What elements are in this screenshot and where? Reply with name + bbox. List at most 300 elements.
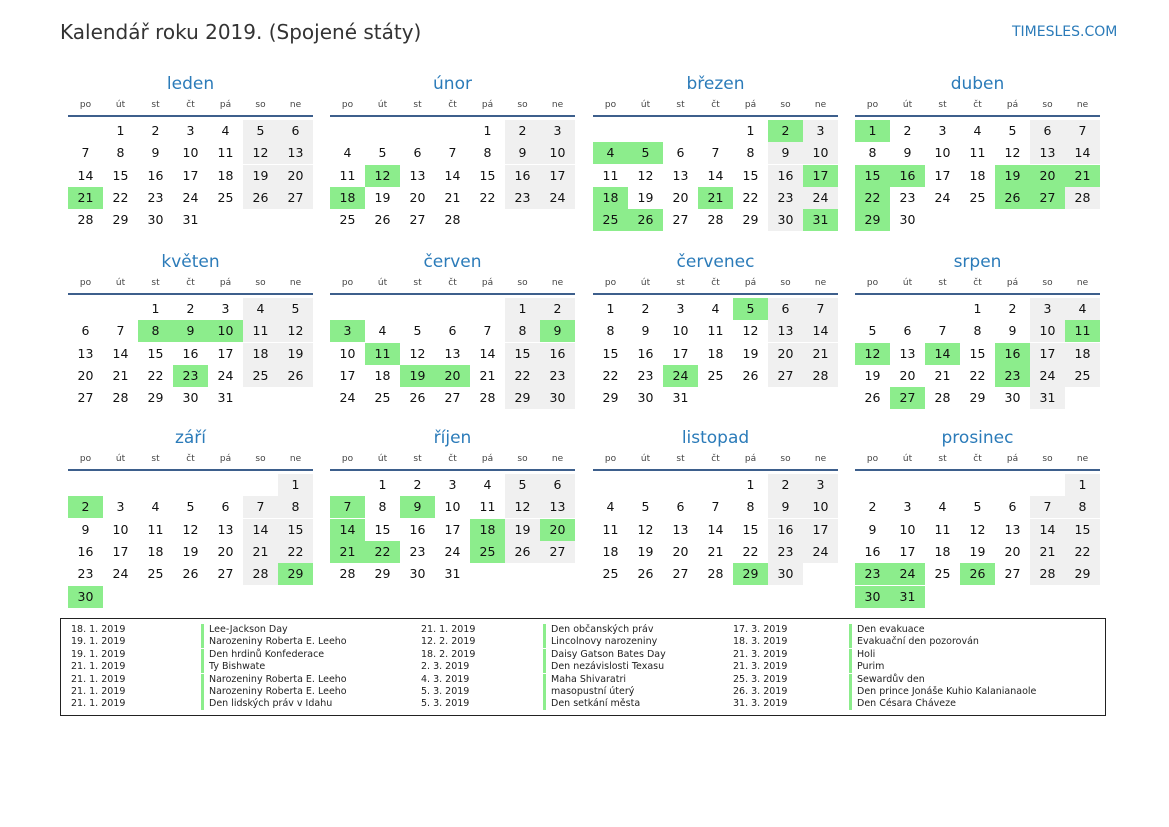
- weekday-header: po: [341, 100, 354, 110]
- day-cell: 29: [969, 390, 986, 406]
- holiday-day-cell: 16: [890, 165, 925, 187]
- weekday-header: pá: [1006, 278, 1019, 288]
- day-cell: 14: [803, 320, 838, 342]
- weekday-header: ne: [289, 278, 302, 288]
- day-cell: 7: [116, 323, 125, 339]
- day-cell: 5: [413, 323, 422, 339]
- day-cell: 22: [147, 367, 164, 383]
- day-cell: 9: [768, 496, 803, 518]
- day-cell: 11: [147, 521, 164, 537]
- day-cell: 14: [707, 521, 724, 537]
- legend-holiday-name: Holi: [849, 649, 875, 661]
- day-cell: 7: [483, 323, 492, 339]
- day-cell: 2: [868, 499, 877, 515]
- weekday-header: po: [866, 454, 879, 464]
- holiday-day-cell: 12: [365, 165, 400, 187]
- day-cell: 4: [221, 123, 230, 138]
- day-cell: 20: [672, 189, 689, 205]
- day-cell: 20: [1004, 543, 1021, 559]
- legend-holiday-name: Evakuační den pozorován: [849, 636, 979, 648]
- day-cell: 2: [186, 301, 195, 316]
- day-cell: 28: [1065, 187, 1100, 209]
- weekday-header: pá: [481, 278, 494, 288]
- day-cell: 13: [540, 496, 575, 518]
- weekday-header: po: [866, 278, 879, 288]
- day-cell: 14: [243, 519, 278, 541]
- day-cell: 28: [934, 390, 951, 406]
- day-cell: 11: [602, 521, 619, 537]
- day-cell: 27: [217, 566, 234, 582]
- holiday-day-cell: 23: [173, 365, 208, 387]
- weekday-divider: [330, 469, 575, 471]
- weekday-divider: [330, 293, 575, 295]
- day-cell: 23: [768, 187, 803, 209]
- weekday-header: út: [640, 454, 651, 464]
- day-cell: 24: [1030, 365, 1065, 387]
- day-cell: 12: [969, 521, 986, 537]
- day-cell: 4: [606, 499, 615, 515]
- weekday-divider: [593, 115, 838, 117]
- month-name: říjen: [433, 428, 472, 448]
- legend-holiday-name: Maha Shivaratri: [543, 674, 626, 686]
- month-listopad: [593, 428, 838, 618]
- day-cell: 8: [746, 499, 755, 515]
- weekday-header: út: [640, 278, 651, 288]
- day-cell: 18: [707, 345, 724, 361]
- day-cell: 19: [742, 345, 759, 361]
- day-cell: 4: [938, 499, 947, 515]
- holiday-day-cell: 20: [540, 519, 575, 541]
- legend-holiday-name: Den hrdinů Konfederace: [201, 649, 324, 661]
- weekday-header: so: [517, 278, 528, 288]
- day-cell: 10: [339, 345, 356, 361]
- month-prosinec: [855, 428, 1100, 618]
- day-cell: 12: [505, 496, 540, 518]
- day-cell: 10: [899, 521, 916, 537]
- day-cell: 14: [1065, 142, 1100, 164]
- month-červenec: [593, 252, 838, 442]
- day-cell: 29: [505, 387, 540, 409]
- holiday-day-cell: 18: [593, 187, 628, 209]
- day-cell: 6: [676, 145, 685, 161]
- day-cell: 3: [540, 120, 575, 142]
- weekday-header: pá: [219, 454, 232, 464]
- day-cell: 3: [116, 499, 125, 515]
- day-cell: 17: [112, 543, 129, 559]
- month-name: červenec: [676, 252, 755, 272]
- day-cell: 20: [768, 343, 803, 365]
- legend-date: 2. 3. 2019: [421, 661, 470, 673]
- day-cell: 17: [444, 521, 461, 537]
- day-cell: 16: [864, 543, 881, 559]
- day-cell: 4: [973, 123, 982, 138]
- month-name: červen: [423, 252, 482, 272]
- weekday-header: ne: [814, 278, 827, 288]
- day-cell: 17: [182, 167, 199, 183]
- day-cell: 16: [505, 165, 540, 187]
- day-cell: 8: [378, 499, 387, 515]
- weekday-header: st: [151, 100, 160, 110]
- day-cell: 14: [1030, 519, 1065, 541]
- day-cell: 25: [243, 365, 278, 387]
- weekday-header: st: [413, 454, 422, 464]
- weekday-header: po: [341, 278, 354, 288]
- day-cell: 28: [339, 566, 356, 582]
- day-cell: 31: [217, 390, 234, 406]
- legend-date: 21. 1. 2019: [71, 686, 126, 697]
- day-cell: 15: [1065, 519, 1100, 541]
- day-cell: 10: [182, 145, 199, 161]
- day-cell: 12: [278, 320, 313, 342]
- day-cell: 12: [637, 167, 654, 183]
- legend-holiday-name: masopustní úterý: [543, 686, 634, 698]
- holiday-day-cell: 3: [330, 320, 365, 342]
- day-cell: 20: [409, 189, 426, 205]
- weekday-header: st: [413, 278, 422, 288]
- legend-date: 5. 3. 2019: [421, 686, 470, 697]
- weekday-header: po: [604, 100, 617, 110]
- day-cell: 21: [112, 367, 129, 383]
- holiday-day-cell: 9: [173, 320, 208, 342]
- holiday-day-cell: 24: [663, 365, 698, 387]
- day-cell: 13: [409, 167, 426, 183]
- day-cell: 22: [742, 189, 759, 205]
- day-cell: 6: [540, 474, 575, 496]
- day-cell: 28: [243, 563, 278, 585]
- month-name: listopad: [681, 428, 750, 448]
- day-cell: 21: [479, 367, 496, 383]
- legend-holiday-name: Lee-Jackson Day: [201, 624, 288, 636]
- day-cell: 10: [803, 496, 838, 518]
- holiday-day-cell: 14: [925, 343, 960, 365]
- day-cell: 17: [899, 543, 916, 559]
- day-cell: 3: [938, 123, 947, 138]
- day-cell: 29: [374, 566, 391, 582]
- day-cell: 6: [1030, 120, 1065, 142]
- day-cell: 11: [217, 145, 234, 161]
- day-cell: 19: [243, 165, 278, 187]
- day-cell: 4: [378, 323, 387, 339]
- day-cell: 6: [768, 298, 803, 320]
- day-cell: 13: [899, 345, 916, 361]
- weekday-header: út: [377, 100, 388, 110]
- day-cell: 18: [969, 167, 986, 183]
- day-cell: 29: [602, 390, 619, 406]
- day-cell: 10: [1030, 320, 1065, 342]
- day-cell: 1: [151, 301, 160, 316]
- day-cell: 8: [505, 320, 540, 342]
- day-cell: 13: [278, 142, 313, 164]
- holiday-day-cell: 9: [540, 320, 575, 342]
- legend-holiday-name: Daisy Gatson Bates Day: [543, 649, 666, 661]
- day-cell: 25: [1065, 365, 1100, 387]
- day-cell: 16: [768, 165, 803, 187]
- day-cell: 16: [540, 343, 575, 365]
- weekday-header: so: [255, 454, 266, 464]
- day-cell: 4: [483, 477, 492, 492]
- holiday-day-cell: 26: [995, 187, 1030, 209]
- day-cell: 2: [903, 123, 912, 138]
- weekday-header: po: [604, 278, 617, 288]
- day-cell: 28: [707, 212, 724, 228]
- holiday-legend: [60, 618, 1106, 716]
- weekday-header: út: [902, 278, 913, 288]
- day-cell: 8: [746, 145, 755, 161]
- weekday-header: ne: [1076, 278, 1089, 288]
- legend-holiday-name: Den evakuace: [849, 624, 925, 636]
- day-cell: 15: [147, 345, 164, 361]
- day-cell: 27: [278, 187, 313, 209]
- day-cell: 20: [899, 367, 916, 383]
- day-cell: 24: [217, 367, 234, 383]
- day-cell: 13: [77, 345, 94, 361]
- day-cell: 1: [278, 474, 313, 496]
- day-cell: 28: [444, 212, 461, 228]
- day-cell: 1: [606, 301, 615, 316]
- day-cell: 26: [243, 187, 278, 209]
- weekday-header: so: [780, 278, 791, 288]
- weekday-header: pá: [744, 100, 757, 110]
- day-cell: 27: [409, 212, 426, 228]
- day-cell: 8: [278, 496, 313, 518]
- day-cell: 9: [151, 145, 160, 161]
- day-cell: 31: [182, 212, 199, 228]
- month-září: [68, 428, 313, 618]
- weekday-header: st: [151, 278, 160, 288]
- day-cell: 24: [339, 390, 356, 406]
- day-cell: 6: [903, 323, 912, 339]
- day-cell: 21: [934, 367, 951, 383]
- weekday-header: po: [79, 278, 92, 288]
- day-cell: 17: [672, 345, 689, 361]
- day-cell: 16: [409, 521, 426, 537]
- holiday-day-cell: 30: [68, 586, 103, 608]
- day-cell: 9: [868, 521, 877, 537]
- weekday-header: so: [255, 100, 266, 110]
- day-cell: 18: [217, 167, 234, 183]
- day-cell: 24: [540, 187, 575, 209]
- day-cell: 17: [217, 345, 234, 361]
- weekday-header: pá: [744, 454, 757, 464]
- day-cell: 9: [641, 323, 650, 339]
- day-cell: 18: [934, 543, 951, 559]
- day-cell: 26: [742, 367, 759, 383]
- day-cell: 10: [444, 499, 461, 515]
- day-cell: 30: [768, 209, 803, 231]
- legend-date: 21. 3. 2019: [733, 661, 788, 673]
- day-cell: 26: [864, 390, 881, 406]
- day-cell: 11: [339, 167, 356, 183]
- weekday-header: ne: [814, 100, 827, 110]
- day-cell: 8: [1065, 496, 1100, 518]
- weekday-divider: [855, 469, 1100, 471]
- day-cell: 9: [81, 521, 90, 537]
- legend-holiday-name: Den setkání města: [543, 698, 640, 710]
- weekday-header: st: [151, 454, 160, 464]
- day-cell: 16: [768, 519, 803, 541]
- legend-holiday-name: Narozeniny Roberta E. Leeho: [201, 674, 347, 686]
- day-cell: 26: [374, 212, 391, 228]
- holiday-day-cell: 24: [890, 563, 925, 585]
- holiday-day-cell: 9: [400, 496, 435, 518]
- day-cell: 30: [899, 212, 916, 228]
- day-cell: 27: [672, 566, 689, 582]
- day-cell: 1: [746, 123, 755, 138]
- weekday-header: so: [1042, 278, 1053, 288]
- day-cell: 6: [676, 499, 685, 515]
- weekday-header: út: [115, 278, 126, 288]
- legend-date: 21. 1. 2019: [71, 661, 126, 673]
- day-cell: 24: [182, 189, 199, 205]
- weekday-header: čt: [448, 100, 457, 110]
- month-srpen: [855, 252, 1100, 442]
- day-cell: 29: [742, 212, 759, 228]
- day-cell: 20: [77, 367, 94, 383]
- day-cell: 26: [637, 566, 654, 582]
- day-cell: 18: [602, 543, 619, 559]
- day-cell: 17: [1030, 343, 1065, 365]
- legend-date: 26. 3. 2019: [733, 686, 788, 697]
- day-cell: 24: [803, 187, 838, 209]
- day-cell: 25: [969, 189, 986, 205]
- day-cell: 25: [147, 566, 164, 582]
- day-cell: 15: [505, 343, 540, 365]
- holiday-day-cell: 5: [628, 142, 663, 164]
- day-cell: 23: [768, 541, 803, 563]
- day-cell: 19: [278, 343, 313, 365]
- holiday-day-cell: 15: [855, 165, 890, 187]
- day-cell: 27: [540, 541, 575, 563]
- day-cell: 20: [278, 165, 313, 187]
- day-cell: 13: [444, 345, 461, 361]
- day-cell: 30: [1004, 390, 1021, 406]
- day-cell: 27: [444, 390, 461, 406]
- holiday-day-cell: 21: [698, 187, 733, 209]
- legend-holiday-name: Purim: [849, 661, 884, 673]
- month-name: leden: [166, 74, 215, 94]
- day-cell: 3: [803, 120, 838, 142]
- day-cell: 15: [742, 521, 759, 537]
- day-cell: 19: [374, 189, 391, 205]
- legend-holiday-name: Den občanských práv: [543, 624, 654, 636]
- day-cell: 6: [81, 323, 90, 339]
- weekday-header: pá: [744, 278, 757, 288]
- day-cell: 12: [409, 345, 426, 361]
- day-cell: 7: [711, 499, 720, 515]
- weekday-header: čt: [186, 278, 195, 288]
- legend-date: 19. 1. 2019: [71, 636, 126, 648]
- weekday-header: čt: [711, 454, 720, 464]
- legend-date: 19. 1. 2019: [71, 648, 126, 660]
- day-cell: 18: [374, 367, 391, 383]
- holiday-day-cell: 21: [330, 541, 365, 563]
- weekday-header: út: [902, 100, 913, 110]
- day-cell: 28: [1030, 563, 1065, 585]
- day-cell: 7: [803, 298, 838, 320]
- weekday-header: pá: [481, 454, 494, 464]
- weekday-header: ne: [289, 100, 302, 110]
- holiday-day-cell: 19: [995, 165, 1030, 187]
- day-cell: 1: [746, 477, 755, 492]
- month-name: duben: [950, 74, 1005, 94]
- weekday-header: st: [676, 100, 685, 110]
- weekday-header: po: [79, 100, 92, 110]
- day-cell: 2: [641, 301, 650, 316]
- day-cell: 6: [448, 323, 457, 339]
- day-cell: 21: [803, 343, 838, 365]
- day-cell: 25: [934, 566, 951, 582]
- day-cell: 19: [637, 543, 654, 559]
- day-cell: 10: [934, 145, 951, 161]
- day-cell: 3: [903, 499, 912, 515]
- weekday-header: pá: [219, 278, 232, 288]
- day-cell: 13: [672, 167, 689, 183]
- holiday-day-cell: 30: [855, 586, 890, 608]
- day-cell: 22: [1065, 541, 1100, 563]
- legend-holiday-name: Den Césara Cháveze: [849, 698, 956, 710]
- day-cell: 14: [77, 167, 94, 183]
- day-cell: 1: [1065, 474, 1100, 496]
- day-cell: 18: [243, 343, 278, 365]
- legend-date: 25. 3. 2019: [733, 673, 788, 685]
- day-cell: 5: [868, 323, 877, 339]
- month-name: březen: [686, 74, 745, 94]
- day-cell: 25: [217, 189, 234, 205]
- day-cell: 23: [409, 543, 426, 559]
- holiday-day-cell: 29: [733, 563, 768, 585]
- day-cell: 12: [182, 521, 199, 537]
- day-cell: 15: [374, 521, 391, 537]
- weekday-divider: [855, 115, 1100, 117]
- day-cell: 21: [243, 541, 278, 563]
- weekday-header: so: [1042, 454, 1053, 464]
- weekday-header: út: [115, 100, 126, 110]
- day-cell: 22: [505, 365, 540, 387]
- site-link[interactable]: TIMESLES.COM: [1012, 24, 1118, 40]
- day-cell: 7: [938, 323, 947, 339]
- weekday-header: čt: [448, 278, 457, 288]
- day-cell: 11: [243, 320, 278, 342]
- legend-holiday-name: Ty Bishwate: [201, 661, 265, 673]
- legend-date: 18. 1. 2019: [71, 624, 126, 635]
- day-cell: 22: [112, 189, 129, 205]
- weekday-divider: [855, 293, 1100, 295]
- day-cell: 2: [1008, 301, 1017, 316]
- month-name: květen: [161, 252, 220, 272]
- day-cell: 6: [413, 145, 422, 161]
- legend-holiday-name: Narozeniny Roberta E. Leeho: [201, 686, 347, 698]
- day-cell: 1: [116, 123, 125, 138]
- day-cell: 3: [221, 301, 230, 316]
- day-cell: 6: [1008, 499, 1017, 515]
- day-cell: 23: [899, 189, 916, 205]
- weekday-header: ne: [1076, 454, 1089, 464]
- month-duben: [855, 74, 1100, 264]
- weekday-header: čt: [186, 100, 195, 110]
- legend-date: 12. 2. 2019: [421, 636, 476, 648]
- holiday-day-cell: 8: [138, 320, 173, 342]
- day-cell: 10: [540, 142, 575, 164]
- day-cell: 22: [479, 189, 496, 205]
- weekday-divider: [68, 115, 313, 117]
- day-cell: 9: [505, 142, 540, 164]
- day-cell: 29: [147, 390, 164, 406]
- day-cell: 7: [243, 496, 278, 518]
- day-cell: 23: [147, 189, 164, 205]
- day-cell: 30: [768, 563, 803, 585]
- legend-date: 18. 2. 2019: [421, 648, 476, 660]
- day-cell: 3: [1030, 298, 1065, 320]
